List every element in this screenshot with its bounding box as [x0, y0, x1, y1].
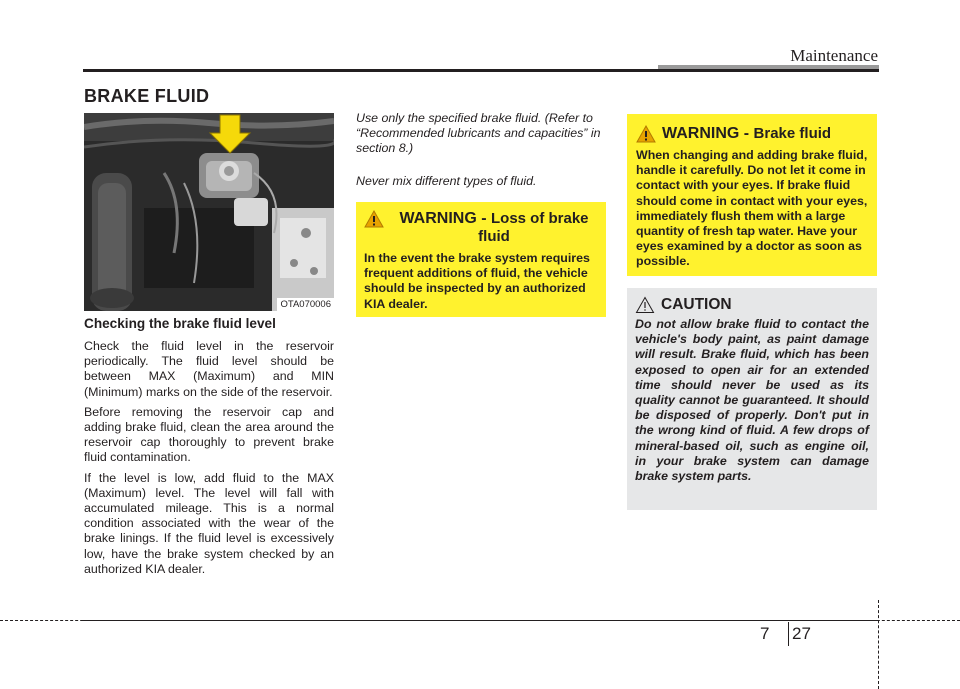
specified-fluid-note: Use only the specified brake fluid. (Refer to “Recommended lubricants and capacities” in section 8.)	[356, 111, 601, 156]
caution-title: CAUTION	[661, 296, 732, 313]
caution-box	[627, 288, 877, 510]
caution-body: Do not allow brake fluid to contact the vehicle's body paint, as paint damage will result. Brake fluid, which has been exposed to open air for an extended time should never be used as its quality cannot be guaranteed. It should be disposed of properly. Don't put in the wrong kind of fluid. A few drops of mineral-based oil, such as engine oil, in your brake system can damage brake system parts.	[635, 317, 869, 484]
chapter-number: 7	[760, 624, 770, 643]
footer-rule	[83, 620, 879, 621]
checking-paragraph-2: Before removing the reservoir cap and adding brake fluid, clean the area around the reservoir cap thoroughly to prevent brake fluid contamination.	[84, 404, 334, 465]
warning-loss-title: Loss of brake fluid	[478, 210, 589, 245]
warning-fluid-body: When changing and adding brake fluid, handle it carefully. Do not let it come in contact with your eyes. If brake fluid should come in contact with your eyes, immediately flush them with a large quantity of fresh tap water. Have your eyes examined by a doctor as soon as possible.	[636, 148, 868, 269]
warning-fluid-heading	[636, 125, 868, 143]
warning-loss-label: WARNING -	[399, 210, 491, 227]
warning-loss-body: In the event the brake system requires frequent additions of fluid, the vehicle should be inspected by an authorized KIA dealer.	[364, 251, 590, 311]
warning-brake-fluid	[627, 114, 877, 276]
warning-loss-heading	[364, 210, 598, 246]
engine-bay-photo	[84, 113, 334, 311]
caution-heading	[635, 296, 869, 314]
checking-paragraph-1: Check the fluid level in the reservoir periodically. The fluid level should be between MAX (Maximum) and MIN (Minimum) marks on the side of the reservoir.	[84, 339, 334, 399]
warning-fluid-title: Brake fluid	[753, 125, 832, 142]
warning-triangle-icon	[636, 125, 656, 143]
photo-caption: OTA070006	[277, 298, 334, 311]
section-title: BRAKE FLUID	[84, 86, 210, 106]
fluid-notes	[356, 111, 606, 206]
crop-mark	[878, 600, 879, 689]
never-mix-note: Never mix different types of fluid.	[356, 173, 537, 188]
page-number-value: 27	[792, 624, 811, 643]
page-number-divider	[788, 622, 789, 646]
warning-triangle-icon	[364, 210, 384, 228]
checking-heading: Checking the brake fluid level	[84, 316, 276, 331]
page-number	[760, 624, 811, 644]
running-header: Maintenance	[790, 46, 878, 65]
caution-triangle-icon	[635, 296, 655, 314]
checking-column	[84, 316, 334, 582]
checking-paragraph-3: If the level is low, add fluid to the MAX (Maximum) level. The level will fall with accumulated mileage. This is a normal condition associated with the wear of the brake linings. If the fluid level is excessively low, have the brake system checked by an authorized KIA dealer.	[84, 470, 334, 576]
header-rule	[83, 69, 879, 72]
warning-fluid-label: WARNING -	[662, 125, 754, 142]
warning-loss-of-brake-fluid	[356, 202, 606, 317]
